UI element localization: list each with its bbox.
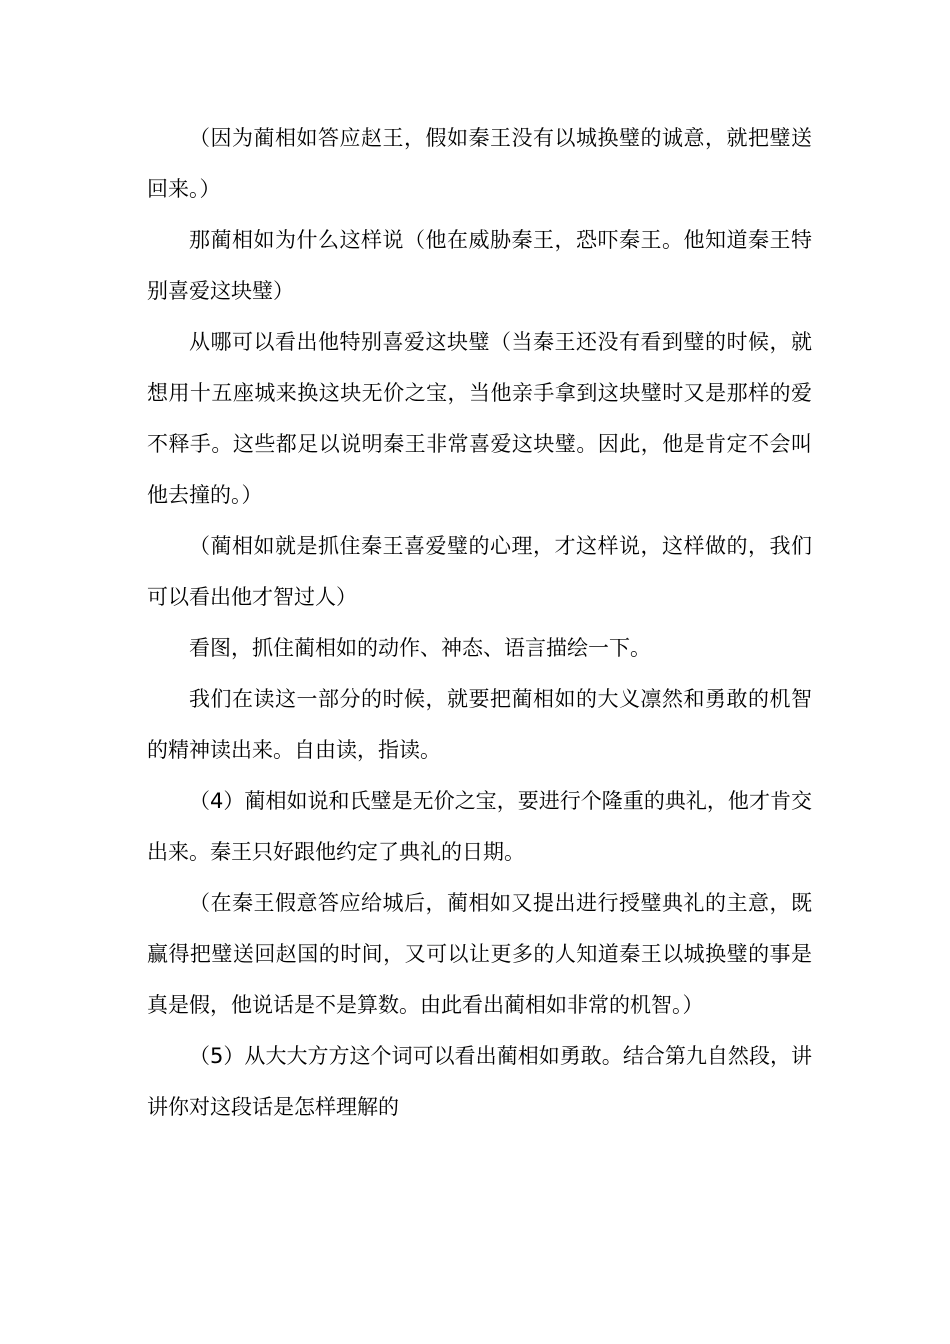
paragraph-1: （因为蔺相如答应赵王，假如秦王没有以城换璧的诚意，就把璧送回来。） xyxy=(147,126,812,201)
paragraph-4: （蔺相如就是抓住秦王喜爱璧的心理，才这样说，这样做的，我们可以看出他才智过人） xyxy=(147,534,812,609)
paragraph-7: （4）蔺相如说和氏璧是无价之宝，要进行个隆重的典礼，他才肯交出来。秦王只好跟他约定了典礼的日期。 xyxy=(147,789,812,864)
document-body xyxy=(147,113,812,1133)
paragraph-6: 我们在读这一部分的时候，就要把蔺相如的大义凛然和勇敢的机智的精神读出来。自由读，指读。 xyxy=(147,687,812,762)
paragraph-9: （5）从大大方方这个词可以看出蔺相如勇敢。结合第九自然段，讲讲你对这段话是怎样理解的 xyxy=(147,1044,812,1119)
paragraph-2: 那蔺相如为什么这样说（他在威胁秦王，恐吓秦王。他知道秦王特别喜爱这块璧） xyxy=(147,228,812,303)
paragraph-3: 从哪可以看出他特别喜爱这块璧（当秦王还没有看到璧的时候，就想用十五座城来换这块无价之宝，当他亲手拿到这块璧时又是那样的爱不释手。这些都足以说明秦王非常喜爱这块璧。因此，他是肯定不会叫他去撞的。） xyxy=(147,330,812,507)
paragraph-8: （在秦王假意答应给城后，蔺相如又提出进行授璧典礼的主意，既赢得把璧送回赵国的时间，又可以让更多的人知道秦王以城换璧的事是真是假，他说话是不是算数。由此看出蔺相如非常的机智。） xyxy=(147,891,812,1017)
paragraph-5: 看图，抓住蔺相如的动作、神态、语言描绘一下。 xyxy=(189,636,651,660)
